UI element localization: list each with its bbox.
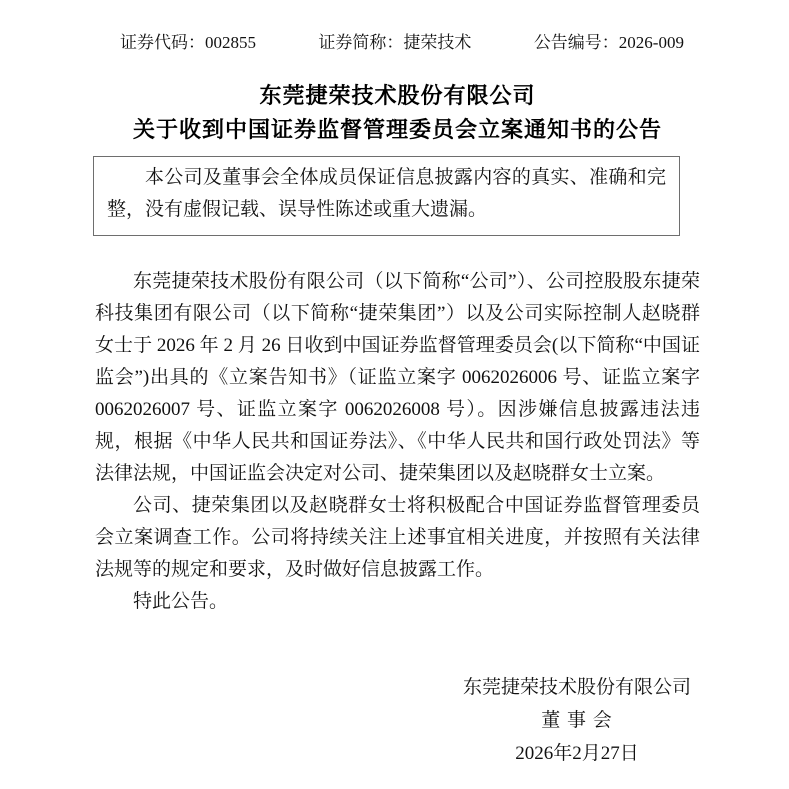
body-paragraph-2: 公司、捷荣集团以及赵晓群女士将积极配合中国证券监督管理委员会立案调查工作。公司将持续关注上述事宜相关进度，并按照有关法律法规等的规定和要求，及时做好信息披露工作。 — [95, 495, 700, 580]
document-header — [95, 28, 700, 53]
signature-block — [462, 671, 692, 770]
closing-statement: 特此公告。 — [133, 591, 229, 612]
body-paragraph-1: 东莞捷荣技术股份有限公司（以下简称“公司”）、公司控股股东捷荣科技集团有限公司（以下简称“捷荣集团”）以及公司实际控制人赵晓群女士于 2026 年 2 月 26 日收到中国证券监督管理委员会(以下简称“中国证监会”)出具的《立案告知书》（证监立案字 0062026006 号、证监立案字 0062026007 号、证监立案字 0062026008 号）。因涉嫌信息披露违法违规，根据《中华人民共和国证券法》、《中华人民共和国行政处罚法》等法律法规，中国证监会决定对公司、捷荣集团以及赵晓群女士立案。 — [95, 271, 700, 484]
announcement-number: 公告编号：2026-009 — [533, 33, 684, 52]
signature-date: 2026年2月27日 — [515, 743, 639, 764]
declaration-box — [93, 156, 680, 236]
company-title: 东莞捷荣技术股份有限公司 — [259, 83, 536, 108]
announcement-title: 关于收到中国证券监督管理委员会立案通知书的公告 — [132, 117, 662, 142]
signature-board: 董 事 会 — [541, 710, 613, 731]
stock-code: 证券代码：002855 — [120, 33, 256, 52]
stock-name: 证券简称：捷荣技术 — [318, 33, 472, 52]
signature-company: 东莞捷荣技术股份有限公司 — [462, 677, 691, 698]
declaration-text: 本公司及董事会全体成员保证信息披露内容的真实、准确和完整，没有虚假记载、误导性陈述或重大遗漏。 — [107, 167, 666, 220]
